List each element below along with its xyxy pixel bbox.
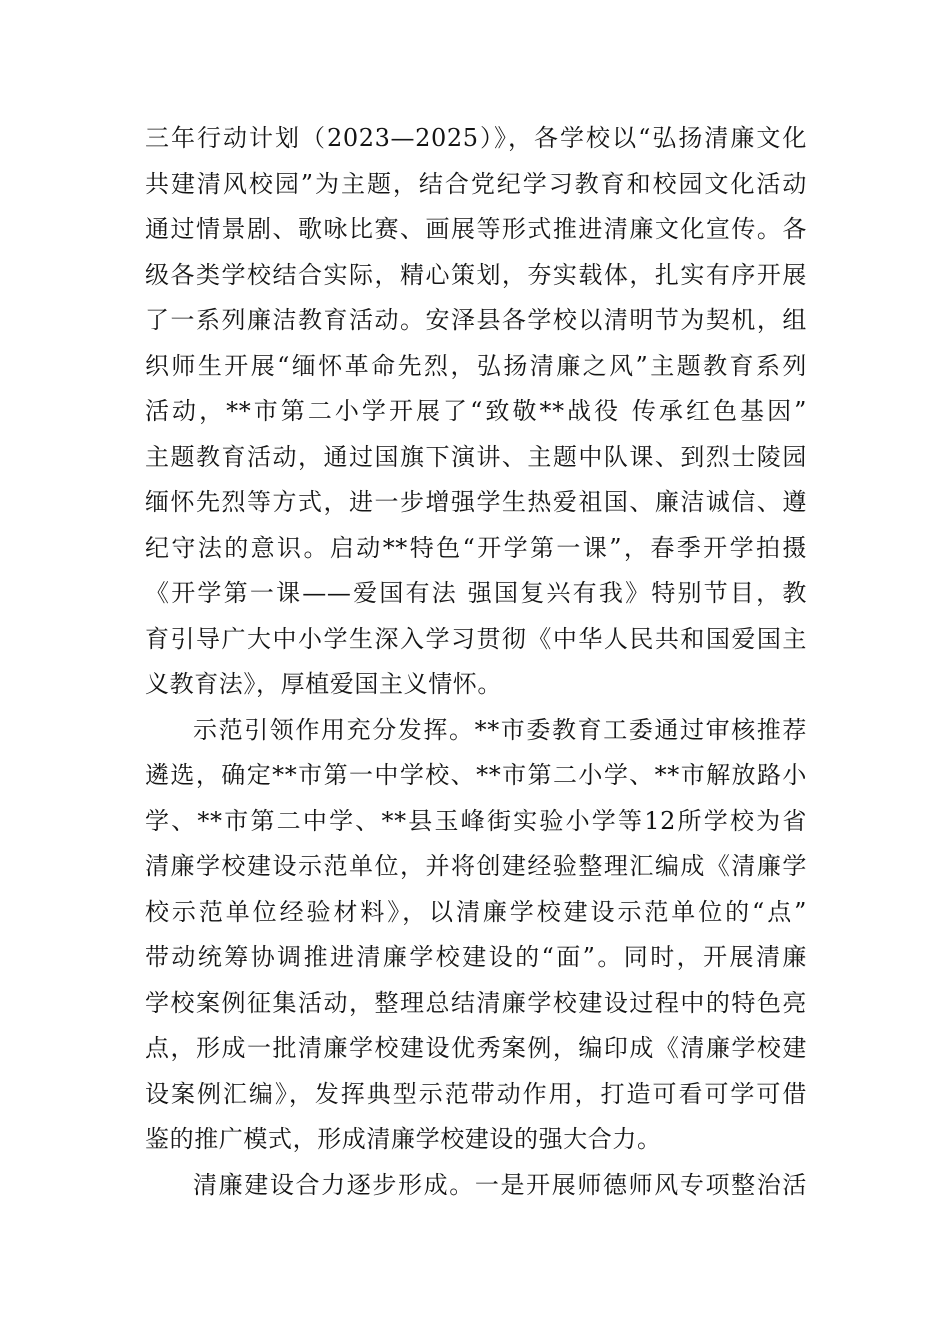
- text-line: 共建清风校园”为主题，结合党纪学习教育和校园文化活动: [145, 169, 807, 198]
- text-line: 活动，**市第二小学开展了“致敬**战役 传承红色基因”: [145, 397, 807, 425]
- text-line: 纪守法的意识。启动**特色“开学第一课”，春季开学拍摄: [145, 533, 807, 562]
- text-line: 级各类学校结合实际，精心策划，夯实载体，扎实有序开展: [145, 260, 807, 289]
- text-line: 三年行动计划（2023—2025）》，各学校以“弘扬清廉文化: [145, 124, 807, 152]
- body-text: [145, 116, 807, 1208]
- text-line: 学校案例征集活动，整理总结清廉学校建设过程中的特色亮: [145, 988, 807, 1017]
- text-line: 鉴的推广模式，形成清廉学校建设的强大合力。: [145, 1125, 662, 1153]
- text-line: 学、**市第二中学、**县玉峰街实验小学等12所学校为省: [145, 806, 807, 835]
- text-line: 育引导广大中小学生深入学习贯彻《中华人民共和国爱国主: [145, 624, 807, 653]
- text-line: 校示范单位经验材料》，以清廉学校建设示范单位的“点”: [145, 897, 807, 926]
- text-line: 缅怀先烈等方式，进一步增强学生热爱祖国、廉洁诚信、遵: [145, 488, 807, 516]
- text-line: 遴选，确定**市第一中学校、**市第二小学、**市解放路小: [145, 761, 807, 789]
- text-line: 《开学第一课——爱国有法 强国复兴有我》特别节目，教: [145, 579, 807, 607]
- text-line: 点，形成一批清廉学校建设优秀案例，编印成《清廉学校建: [145, 1034, 807, 1062]
- text-line: 了一系列廉洁教育活动。安泽县各学校以清明节为契机，组: [145, 306, 807, 334]
- paragraph-start-line: 示范引领作用充分发挥。**市委教育工委通过审核推荐: [193, 715, 807, 744]
- text-line: 设案例汇编》，发挥典型示范带动作用，打造可看可学可借: [145, 1079, 807, 1108]
- text-line: 带动统筹协调推进清廉学校建设的“面”。同时，开展清廉: [145, 943, 807, 971]
- text-line: 织师生开展“缅怀革命先烈，弘扬清廉之风”主题教育系列: [145, 351, 807, 380]
- paragraph-start-line: 清廉建设合力逐步形成。一是开展师德师风专项整治活: [193, 1170, 807, 1199]
- text-line: 清廉学校建设示范单位，并将创建经验整理汇编成《清廉学: [145, 852, 807, 880]
- text-line: 主题教育活动，通过国旗下演讲、主题中队课、到烈士陵园: [145, 442, 807, 471]
- text-line: 义教育法》，厚植爱国主义情怀。: [145, 670, 502, 698]
- text-line: 通过情景剧、歌咏比赛、画展等形式推进清廉文化宣传。各: [145, 215, 807, 243]
